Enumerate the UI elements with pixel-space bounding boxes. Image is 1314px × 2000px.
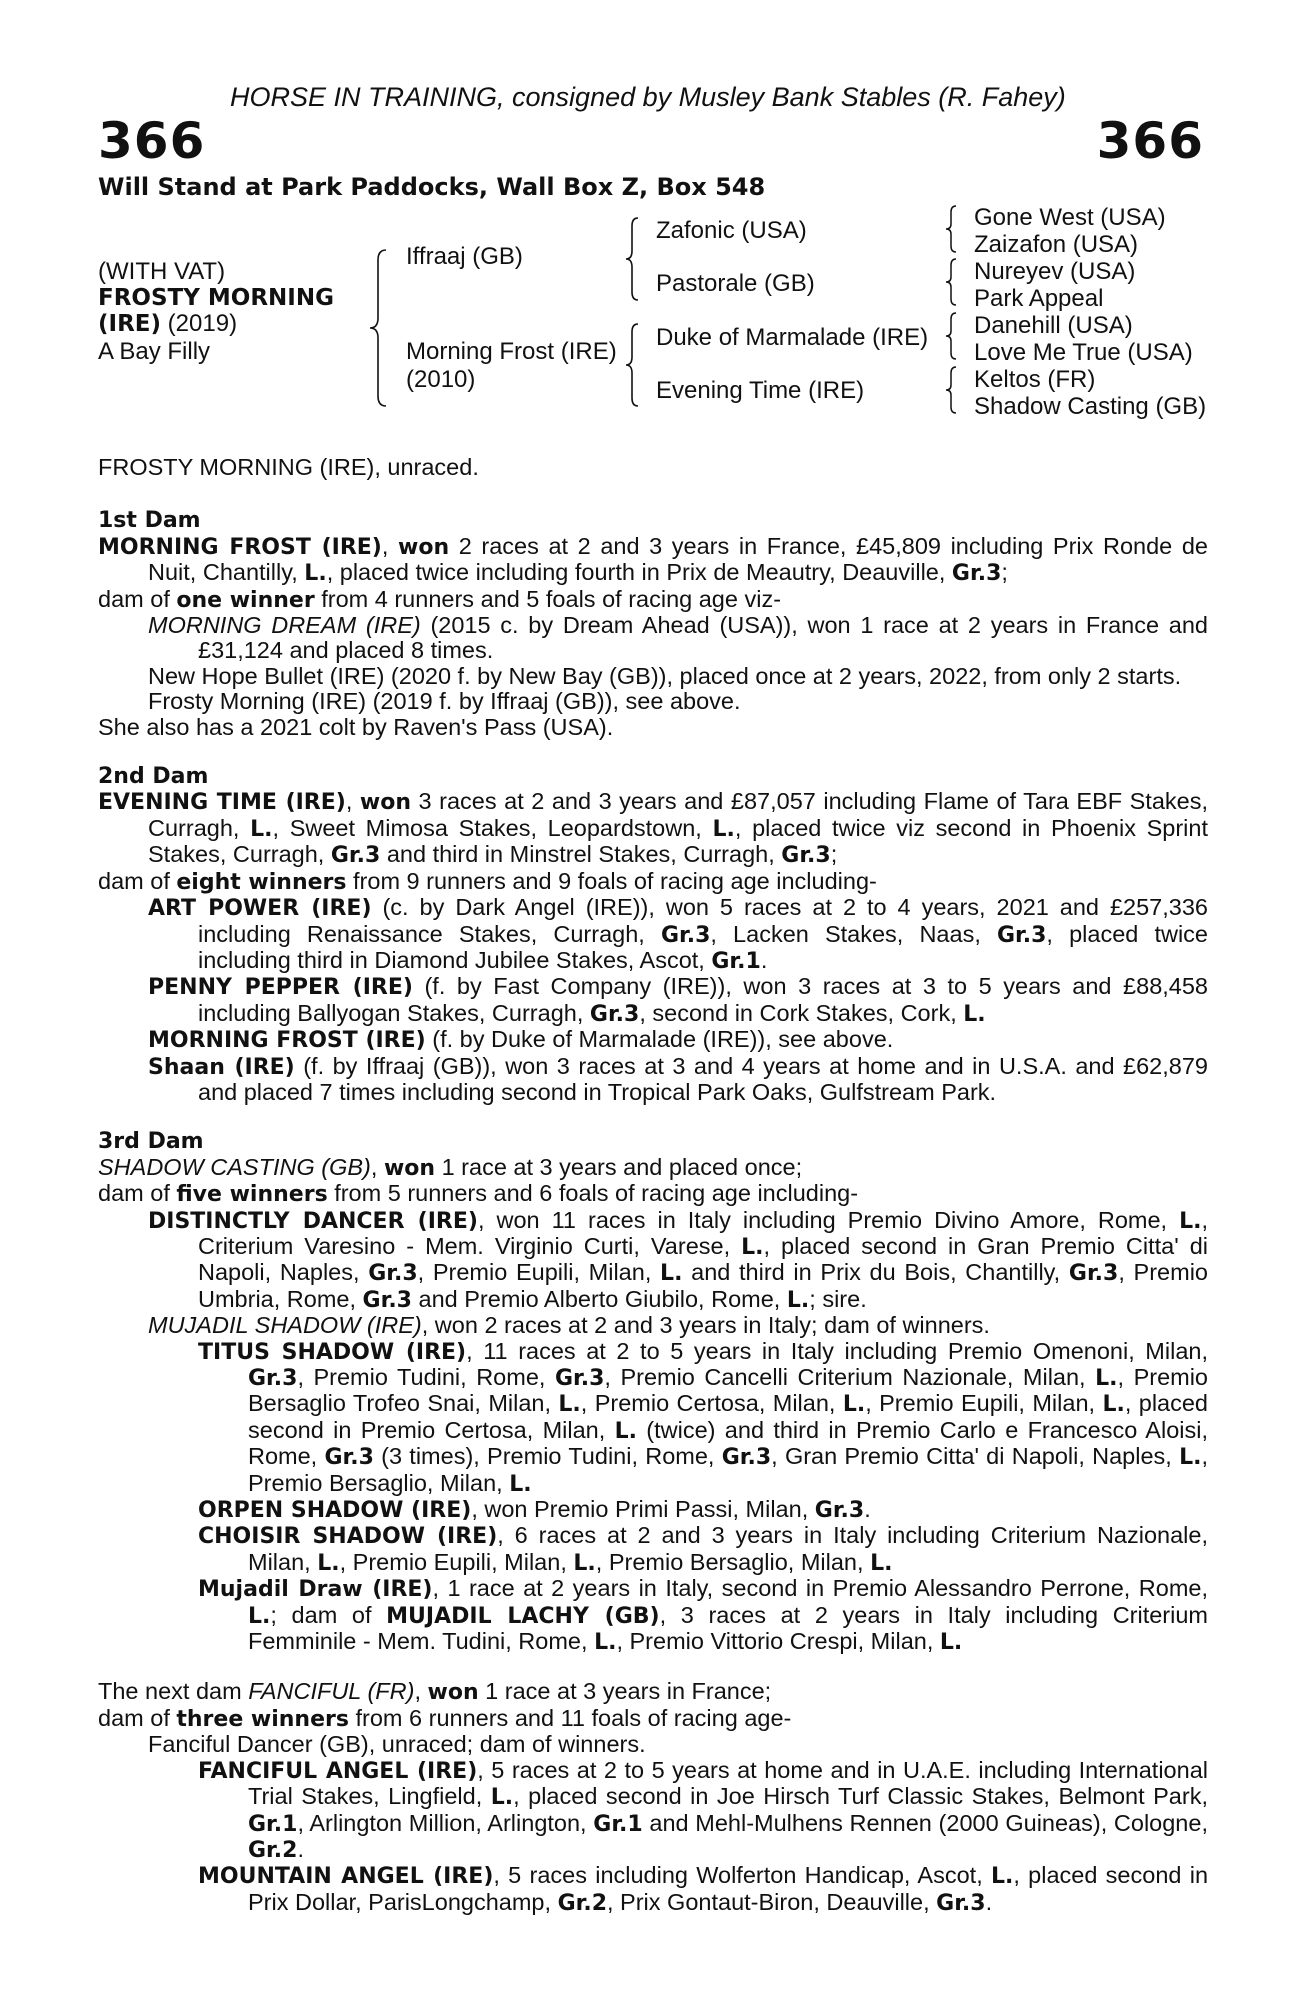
produce-titus-shadow: TITUS SHADOW (IRE), 11 races at 2 to 5 years in Italy including Premio Omenoni, Milan, Gr.3, Premio Tudini, Rome, Gr.3, Premio Cancelli Criterium Nazionale, Milan, L., Premio Bersaglio Trofeo Snai, Milan, L., Premio Certosa, Milan, L., Premio Eupili, Milan, L., placed second in Premio Certosa, Milan, L. (twice) and third in Premio Carlo e Francesco Aloisi, Rome, Gr.3 (3 times), Premio Tudini, Rome, Gr.3, Gran Premio Citta' di Napoli, Naples, L., Premio Bersaglio, Milan, L. (198, 1337, 1209, 1497)
second-dam-heading: 2nd Dam (98, 764, 209, 790)
granddam-1: Zaizafon (USA) (974, 231, 1139, 258)
produce-distinctly-dancer: DISTINCTLY DANCER (IRE), won 11 races in Italy including Premio Divino Amore, Rome, L., Criterium Varesino - Mem. Virginio Curti, Varese, L., placed second in Gran Premio Citta' di Napoli, Naples, Gr.3, Premio Eupili, Milan, L. and third in Prix du Bois, Chantilly, Gr.3, Premio Umbria, Rome, Gr.3 and Premio Alberto Giubilo, Rome, L.; sire. (148, 1206, 1209, 1313)
next-dam-produce-summary: dam of three winners from 6 runners and 11 foals of racing age- (98, 1704, 792, 1732)
produce-fanciful-angel: FANCIFUL ANGEL (IRE), 5 races at 2 to 5 years at home and in U.A.E. including International Trial Stakes, Lingfield, L., placed second in Joe Hirsch Turf Classic Stakes, Belmont Park, Gr.1, Arlington Million, Arlington, Gr.1 and Mehl-Mulhens Rennen (2000 Guineas), Cologne, Gr.2. (198, 1756, 1208, 1863)
grandsire-3: Danehill (USA) (974, 312, 1133, 339)
sire-name: Iffraaj (GB) (406, 243, 523, 270)
produce-mujadil-shadow: MUJADIL SHADOW (IRE), won 2 races at 2 and 3 years in Italy; dam of winners. (148, 1312, 990, 1339)
second-dam-record: EVENING TIME (IRE), won 3 races at 2 and 3 years and £87,057 including Flame of Tara EBF Stakes, Curragh, L., Sweet Mimosa Stakes, Leopardstown, L., placed twice viz second in Phoenix Sprint Stakes, Curragh, Gr.3 and third in Minstrel Stakes, Curragh, Gr.3; (98, 788, 1208, 869)
horse-origin-year: (IRE) (2019) (98, 310, 238, 337)
produce-mujadil-draw: Mujadil Draw (IRE), 1 race at 2 years in Italy, second in Premio Alessandro Perrone, Rome, L.; dam of MUJADIL LACHY (GB), 3 races at 2 years in Italy including Criterium Femminile - Mem. Tudini, Rome, L., Premio Vittorio Crespi, Milan, L. (198, 1575, 1208, 1656)
produce-new-hope-bullet: New Hope Bullet (IRE) (2020 f. by New Bay (GB)), placed once at 2 years, 2022, from only 2 starts. (148, 662, 1182, 689)
produce-fanciful-dancer: Fanciful Dancer (GB), unraced; dam of winners. (148, 1731, 646, 1758)
produce-frosty-morning: Frosty Morning (IRE) (2019 f. by Iffraaj (GB)), see above. (148, 688, 741, 715)
unraced-line: FROSTY MORNING (IRE), unraced. (98, 454, 479, 480)
second-dam-produce-summary: dam of eight winners from 9 runners and 9 foals of racing age including- (98, 867, 877, 895)
sire-brace (624, 216, 640, 302)
produce-penny-pepper: PENNY PEPPER (IRE) (f. by Fast Company (IRE)), won 3 races at 3 to 5 years and £88,458 including Ballyogan Stakes, Curragh, Gr.3, second in Cork Stakes, Cork, L. (148, 973, 1209, 1027)
pedigree-brace-main (368, 248, 388, 408)
stand-location: Will Stand at Park Paddocks, Wall Box Z, Box 548 (98, 173, 766, 201)
dam-year: (2010) (406, 366, 476, 393)
consignment-header: HORSE IN TRAINING, consigned by Musley Bank Stables (R. Fahey) (230, 82, 1066, 112)
produce-choisir-shadow: CHOISIR SHADOW (IRE), 6 races at 2 and 3 years in Italy including Criterium Nazionale, Milan, L., Premio Eupili, Milan, L., Premio Bersaglio, Milan, L. (198, 1522, 1208, 1576)
horse-name: FROSTY MORNING (98, 285, 334, 311)
produce-record (98, 455, 1208, 1916)
colt-note: She also has a 2021 colt by Raven's Pass (USA). (98, 713, 614, 740)
brace-g3 (944, 311, 958, 361)
brace-g2 (944, 257, 958, 307)
next-dam-record: The next dam FANCIFUL (FR), won 1 race at 3 years in France; (98, 1678, 772, 1706)
produce-orpen-shadow: ORPEN SHADOW (IRE), won Premio Primi Passi, Milan, Gr.3. (198, 1496, 871, 1524)
grandsire-1: Gone West (USA) (974, 204, 1166, 231)
produce-morning-frost: MORNING FROST (IRE) (f. by Duke of Marmalade (IRE)), see above. (148, 1026, 894, 1054)
produce-morning-dream: MORNING DREAM (IRE) (2015 c. by Dream Ahead (USA)), won 1 race at 2 years in France and £31,124 and placed 8 times. (148, 612, 1208, 664)
brace-g1 (944, 204, 958, 254)
lot-number-left: 366 (98, 112, 206, 170)
granddam-4: Shadow Casting (GB) (974, 393, 1207, 420)
third-dam-produce-summary: dam of five winners from 5 runners and 6 foals of racing age including- (98, 1180, 859, 1208)
granddam-3: Love Me True (USA) (974, 339, 1193, 366)
granddam-2: Park Appeal (974, 285, 1104, 312)
dam-name: Morning Frost (IRE) (406, 338, 617, 365)
brace-g4 (944, 365, 958, 415)
grandsire-2: Nureyev (USA) (974, 258, 1136, 285)
first-dam-produce-summary: dam of one winner from 4 runners and 5 foals of racing age viz- (98, 585, 782, 613)
produce-mountain-angel: MOUNTAIN ANGEL (IRE), 5 races including Wolferton Handicap, Ascot, L., placed second in Prix Dollar, ParisLongchamp, Gr.2, Prix Gontaut-Biron, Deauville, Gr.3. (198, 1862, 1209, 1916)
dam-dam: Evening Time (IRE) (656, 377, 865, 404)
sire-dam: Pastorale (GB) (656, 270, 815, 297)
third-dam-record: SHADOW CASTING (GB), won 1 race at 3 years and placed once; (98, 1153, 803, 1181)
lot-number-right: 366 (1096, 112, 1204, 170)
third-dam-heading: 3rd Dam (98, 1129, 204, 1155)
produce-shaan: Shaan (IRE) (f. by Iffraaj (GB)), won 3 races at 3 and 4 years at home and in U.S.A. and £62,879 and placed 7 times including second in Tropical Park Oaks, Gulfstream Park. (148, 1052, 1208, 1105)
horse-description: A Bay Filly (98, 338, 211, 365)
vat-label: (WITH VAT) (98, 258, 226, 285)
grandsire-4: Keltos (FR) (974, 366, 1096, 393)
first-dam-heading: 1st Dam (98, 508, 201, 534)
produce-art-power: ART POWER (IRE) (c. by Dark Angel (IRE)), won 5 races at 2 to 4 years, 2021 and £257,336 including Renaissance Stakes, Curragh, Gr.3, Lacken Stakes, Naas, Gr.3, placed twice including third in Diamond Jubilee Stakes, Ascot, Gr.1. (148, 894, 1208, 974)
first-dam-record: MORNING FROST (IRE), won 2 races at 2 and 3 years in France, £45,809 including Prix Ronde de Nuit, Chantilly, L., placed twice including fourth in Prix de Meautry, Deauville, Gr.3; (98, 532, 1208, 587)
dam-brace (624, 322, 640, 408)
sire-sire: Zafonic (USA) (656, 217, 807, 244)
dam-sire: Duke of Marmalade (IRE) (656, 324, 929, 351)
